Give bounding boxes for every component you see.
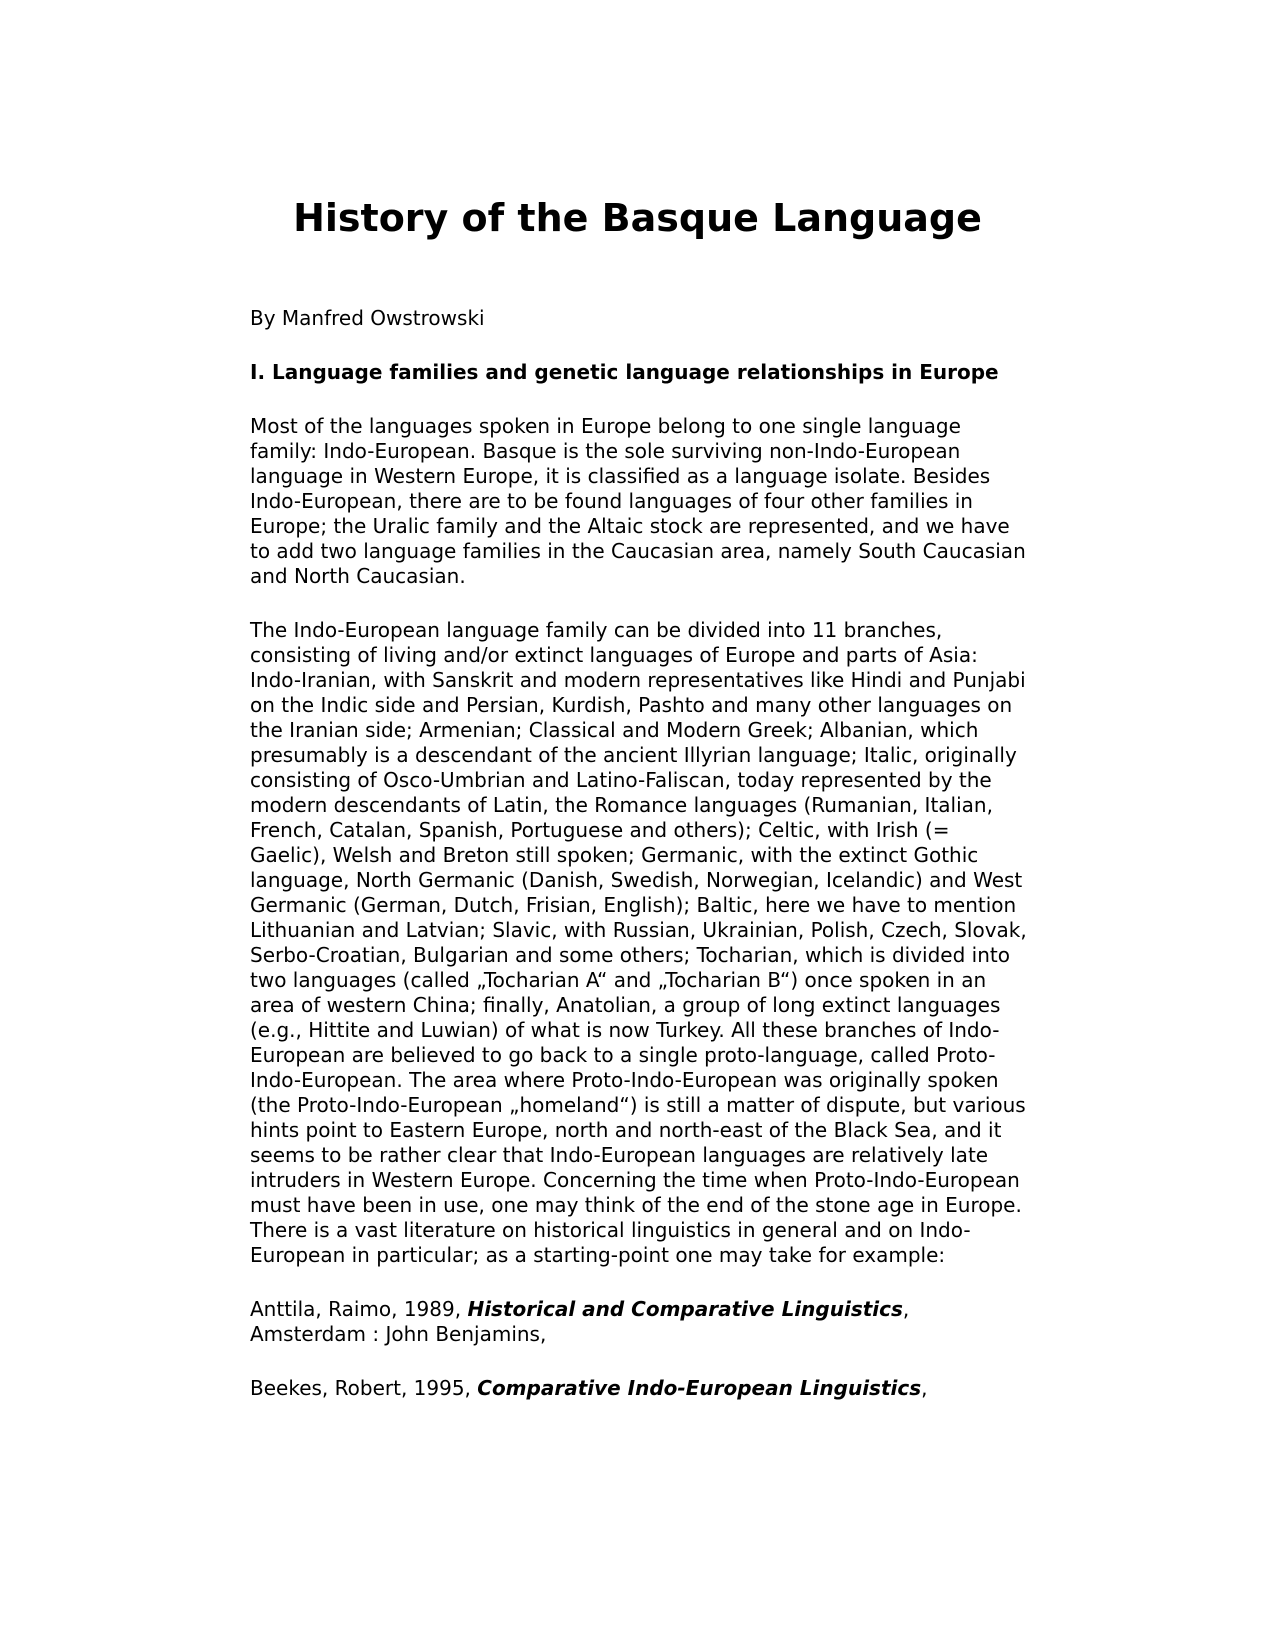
reference-prefix: Beekes, Robert, 1995, [250,1376,478,1400]
section-heading: I. Language families and genetic language relationships in Europe [250,360,999,384]
reference-anttila [250,1297,1030,1347]
document-title: History of the Basque Language [293,196,982,240]
reference-title: Historical and Comparative Linguistics [467,1297,903,1321]
reference-title: Comparative Indo-European Linguistics [477,1376,922,1400]
reference-suffix: , Amsterdam : John Benjamins, [250,1297,910,1346]
reference-prefix: Anttila, Raimo, 1989, [250,1297,468,1321]
reference-beekes [250,1376,1030,1401]
paragraph-language-families: Most of the languages spoken in Europe belong to one single language family: Indo-European. Basque is the sole surviving non-Indo-European language in Western Europe, it is classified as a language isolate. Besides Indo-European, there are to be found languages of four other families in Europe; the Uralic family and the Altaic stock are represented, and we have to add two language families in the Caucasian area, namely South Caucasian and North Caucasian. [250,414,1026,588]
reference-suffix: , [921,1376,928,1400]
author-line: By Manfred Owstrowski [250,306,485,330]
document-body [250,306,1030,1430]
paragraph-indo-european-branches: The Indo-European language family can be divided into 11 branches, consisting of living and/or extinct languages of Europe and parts of Asia: Indo-Iranian, with Sanskrit and modern representatives like Hindi and Punjabi on the Indic side and Persian, Kurdish, Pashto and many other languages on the Iranian side; Armenian; Classical and Modern Greek; Albanian, which presumably is a descendant of the ancient Illyrian language; Italic, originally consisting of Osco-Umbrian and Latino-Faliscan, today represented by the modern descendants of Latin, the Romance languages (Rumanian, Italian, French, Catalan, Spanish, Portuguese and others); Celtic, with Irish (= Gaelic), Welsh and Breton still spoken; Germanic, with the extinct Gothic language, North Germanic (Danish, Swedish, Norwegian, Icelandic) and West Germanic (German, Dutch, Frisian, English); Baltic, here we have to mention Lithuanian and Latvian; Slavic, with Russian, Ukrainian, Polish, Czech, Slovak, Serbo-Croatian, Bulgarian and some others; Tocharian, which is divided into two languages (called „Tocharian A“ and „Tocharian B“) once spoken in an area of western China; finally, Anatolian, a group of long extinct languages (e.g., Hittite and Luwian) of what is now Turkey. All these branches of Indo-European are believed to go back to a single proto-language, called Proto-Indo-European. The area where Proto-Indo-European was originally spoken (the Proto-Indo-European „homeland“) is still a matter of dispute, but various hints point to Eastern Europe, north and north-east of the Black Sea, and it seems to be rather clear that Indo-European languages are relatively late intruders in Western Europe. Concerning the time when Proto-Indo-European must have been in use, one may think of the end of the stone age in Europe. There is a vast literature on historical linguistics in general and on Indo-European in particular; as a starting-point one may take for example: [250,618,1027,1267]
